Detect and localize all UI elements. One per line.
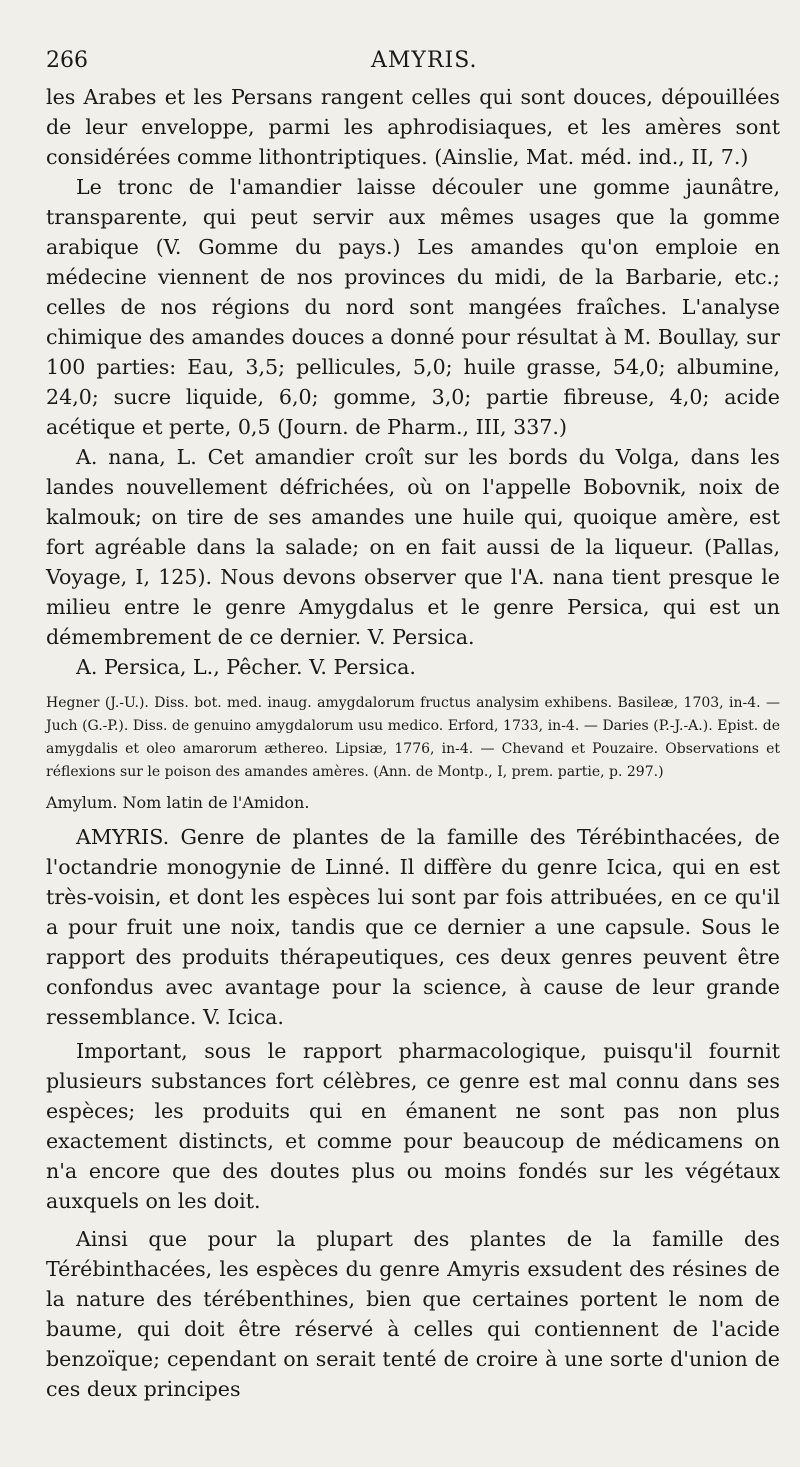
bibliography-note: Hegner (J.-U.). Diss. bot. med. inaug. amygdalorum fructus analysim exhibens. Basileæ, 1703, in-4. — Juch (G.-P.). Diss. de genuino amygdalorum usu medico. Erford, 1733, in-4. — Daries (P.-J.-A.). Epist. de amygdalis et oleo amarorum æthereo. Lipsiæ, 1776, in-4. — Chevand et Pouzaire. Observations et réflexions sur le poison des amandes amères. (Ann. de Montp., I, prem. partie, p. 297.)	[46, 695, 780, 780]
paragraph-a-persica: A. Persica, L., Pêcher. V. Persica.	[76, 655, 416, 679]
paragraph-terebinthacees: Ainsi que pour la plupart des plantes de la famille des Térébinthacées, les espèces du genre Amyris exsudent des résines de la nature des térébenthines, bien que certaines portent le nom de baume, qui doit être réservé à celles qui contiennent de l'acide benzoïque; cependant on serait tenté de croire à une sorte d'union de ces deux principes	[46, 1227, 780, 1401]
paragraph-arabes: les Arabes et les Persans rangent celles qui sont douces, dépouillées de leur enveloppe, parmi les aphrodisiaques, et les amères sont considérées comme lithontriptiques. (Ainslie, Mat. méd. ind., II, 7.)	[46, 85, 780, 169]
amylum-entry: Amylum. Nom latin de l'Amidon.	[46, 793, 310, 812]
paragraph-important: Important, sous le rapport pharmacologique, puisqu'il fournit plusieurs substances fort célèbres, ce genre est mal connu dans ses espèces; les produits qui en émanent ne sont pas non plus exactement distincts, et comme pour beaucoup de médicamens on n'a encore que des doutes plus ou moins fondés sur les végétaux auxquels on les doit.	[46, 1039, 780, 1213]
page-number: 266	[46, 48, 88, 73]
paragraph-tronc-amandier: Le tronc de l'amandier laisse découler une gomme jaunâtre, transparente, qui peut servir aux mêmes usages que la gomme arabique (V. Gomme du pays.) Les amandes qu'on emploie en médecine viennent de nos provinces du midi, de la Barbarie, etc.; celles de nos régions du nord sont mangées fraîches. L'analyse chimique des amandes douces a donné pour résultat à M. Boullay, sur 100 parties: Eau, 3,5; pellicules, 5,0; huile grasse, 54,0; albumine, 24,0; sucre liquide, 6,0; gomme, 3,0; partie fibreuse, 4,0; acide acétique et perte, 0,5 (Journ. de Pharm., III, 337.)	[46, 175, 780, 439]
page-header	[46, 40, 780, 88]
running-head: AMYRIS.	[371, 48, 478, 73]
paragraph-a-nana: A. nana, L. Cet amandier croît sur les bords du Volga, dans les landes nouvellement défrichées, où on l'appelle Bobovnik, noix de kalmouk; on tire de ses amandes une huile qui, quoique amère, est fort agréable dans la salade; on en fait aussi de la liqueur. (Pallas, Voyage, I, 125). Nous devons observer que l'A. nana tient presque le milieu entre le genre Amygdalus et le genre Persica, qui est un démembrement de ce dernier. V. Persica.	[46, 445, 780, 649]
paragraph-amyris-genre: AMYRIS. Genre de plantes de la famille des Térébinthacées, de l'octandrie monogynie de Linné. Il diffère du genre Icica, qui en est très-voisin, et dont les espèces lui sont par fois attribuées, en ce qu'il a pour fruit une noix, tandis que ce dernier a une capsule. Sous le rapport des produits thérapeutiques, ces deux genres peuvent être confondus avec avantage pour la science, à cause de leur grande ressemblance. V. Icica.	[46, 825, 780, 1029]
